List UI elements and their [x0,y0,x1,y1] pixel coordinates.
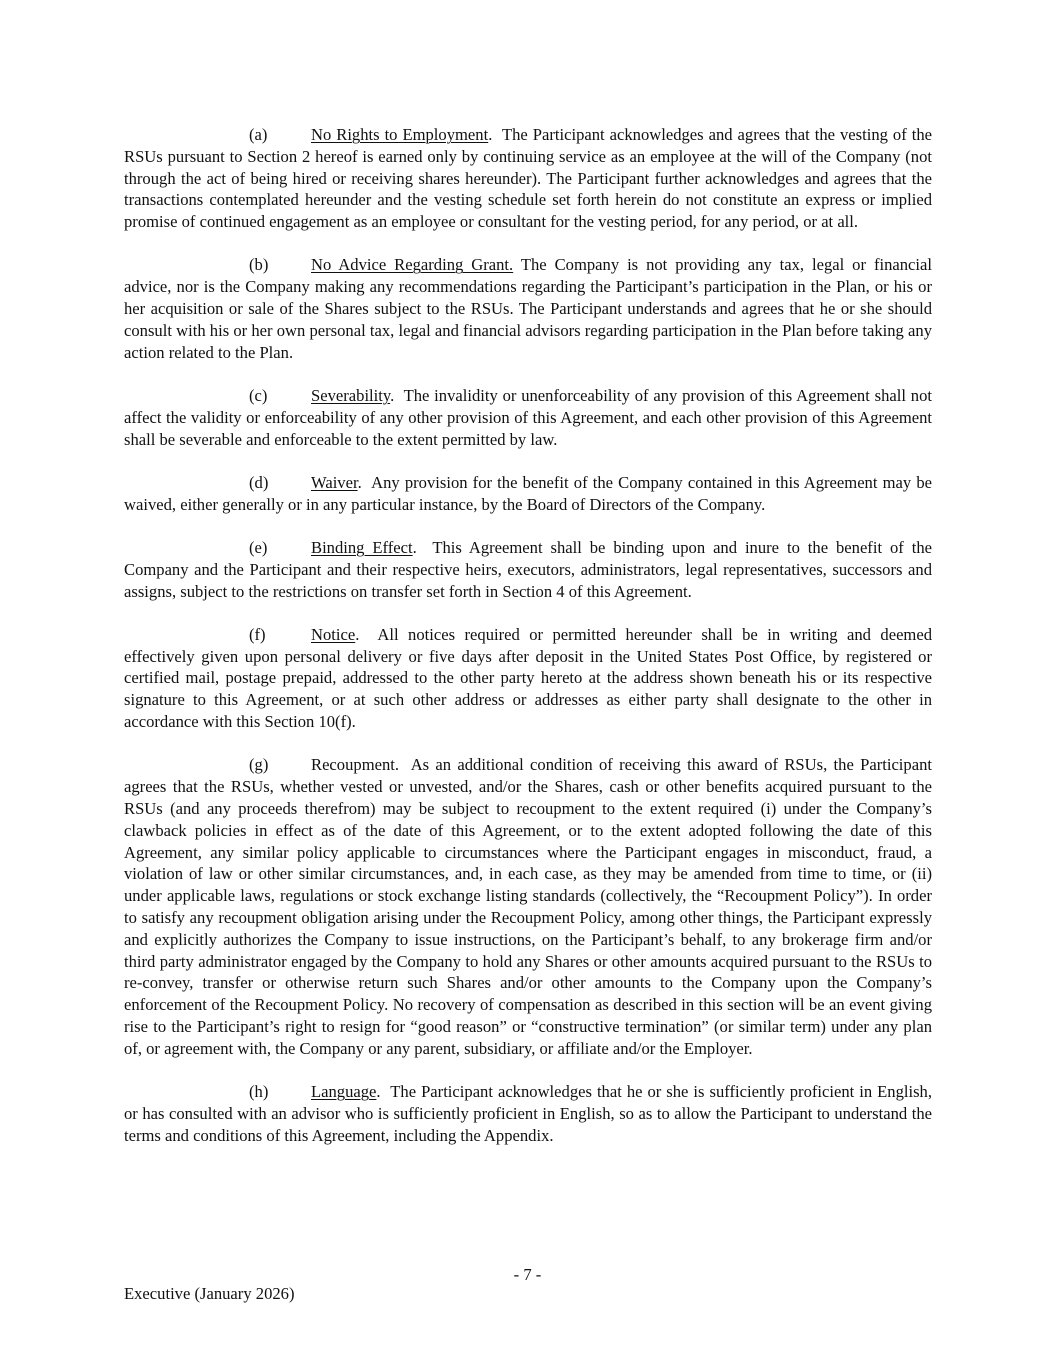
heading-punctuation: . [412,537,417,557]
section-letter: (d) [249,472,269,492]
section-heading: Notice [311,624,356,644]
section-body: The Company is not providing any tax, legal or financial advice, nor is the Company making any recommendations regarding the Participant’s participation in the Plan, or his or her acquisition or sale of the Shares subject to the RSUs. The Participant understands and agrees that he or she should consult with his or her own personal tax, legal and financial advisors regarding participation in the Plan before taking any action related to the Plan. [124,255,932,362]
section-letter: (f) [249,624,266,644]
section-d [124,472,932,516]
section-body: The Participant acknowledges and agrees that the vesting of the RSUs pursuant to Section 2 hereof is earned only by continuing service as an employee at the will of the Company (not through the act of being hired or receiving shares hereunder). The Participant further acknowledges and agrees that the transactions contemplated hereunder and the vesting schedule set forth herein do not constitute an express or implied promise of continued engagement as an employee or consultant for the vesting period, for any period, or at all. [124,125,932,232]
section-body: The Participant acknowledges that he or she is sufficiently proficient in English, or has consulted with an advisor who is sufficiently proficient in English, so as to allow the Participant to understand the terms and conditions of this Agreement, including the Appendix. [124,1081,933,1145]
section-e [124,537,932,602]
section-heading: No Rights to Employment [311,125,489,144]
section-heading: Waiver [311,472,358,492]
section-heading: No Advice Regarding Grant. [311,255,514,275]
page-number: - 7 - [513,1265,542,1284]
section-body: Any provision for the benefit of the Company contained in this Agreement may be waived, either generally or in any particular instance, by the Board of Directors of the Company. [124,472,932,514]
section-letter: (b) [249,255,269,275]
heading-punctuation: . [390,385,395,405]
section-f [124,624,932,733]
section-letter: (a) [249,125,268,144]
heading-punctuation: . [357,472,362,492]
document-page [124,124,932,1168]
section-heading: Binding Effect [311,537,413,557]
heading-punctuation: . [355,624,360,644]
section-g [124,754,932,1059]
section-body: The invalidity or unenforceability of any provision of this Agreement shall not affect the validity or enforceability of any other provision of this Agreement, and each other provision of this Agreement shall be severable and enforceable to the extent permitted by law. [124,385,932,449]
section-letter: (e) [249,537,268,557]
heading-punctuation: . [394,755,400,775]
section-h [124,1081,932,1146]
section-heading: Severability [311,385,391,405]
section-c [124,385,932,450]
heading-punctuation: . [488,125,493,144]
section-letter: (g) [249,755,269,775]
section-letter: (h) [249,1081,269,1101]
section-body: All notices required or permitted hereunder shall be in writing and deemed effectively given upon personal delivery or five days after deposit in the United States Post Office, by registered or certified mail, postage prepaid, addressed to the other party hereto at the address shown beneath his or its respective signature to this Agreement, or at such other address or addresses as either party shall designate to the other in accordance with this Section 10(f). [124,624,933,732]
section-heading: Recoupment [311,755,395,775]
section-a [124,124,932,233]
heading-punctuation: . [376,1081,381,1101]
section-body: As an additional condition of receiving this award of RSUs, the Participant agrees that the RSUs, whether vested or unvested, and/or the Shares, cash or other benefits acquired pursuant to the RSUs (and any proceeds therefrom) may be subject to recoupment to the extent required (i) under the Company’s clawback policies in effect as of the date of this Agreement, or to the extent adopted following the date of this Agreement, any similar policy applicable to circumstances where the Participant engages in misconduct, fraud, a violation of law or other similar circumstances, and, in each case, as they may be amended from time to time, or (ii) under applicable laws, regulations or stock exchange listing standards (collectively, the “Recoupment Policy”). In order to satisfy any recoupment obligation arising under the Recoupment Policy, among other things, the Participant expressly and explicitly authorizes the Company to issue instructions, on the Participant’s behalf, to any brokerage firm and/or third party administrator engaged by the Company to hold any Shares or other amounts acquired pursuant to the RSUs to re-convey, transfer or otherwise return such Shares and/or other amounts to the Company upon the Company’s enforcement of the Recoupment Policy. No recovery of compensation as described in this section will be an event giving rise to the Participant’s right to resign for “good reason” or “constructive termination” (or similar term) under any plan of, or agreement with, the Company or any parent, subsidiary, or affiliate and/or the Employer. [124,755,932,1058]
section-body: This Agreement shall be binding upon and inure to the benefit of the Company and the Participant and their respective heirs, executors, administrators, legal representatives, successors and assigns, subject to the restrictions on transfer set forth in Section 4 of this Agreement. [124,537,932,601]
section-b [124,254,932,363]
section-heading: Language [311,1081,377,1101]
footer-label: Executive (January 2026) [124,1284,295,1303]
section-letter: (c) [249,385,268,405]
